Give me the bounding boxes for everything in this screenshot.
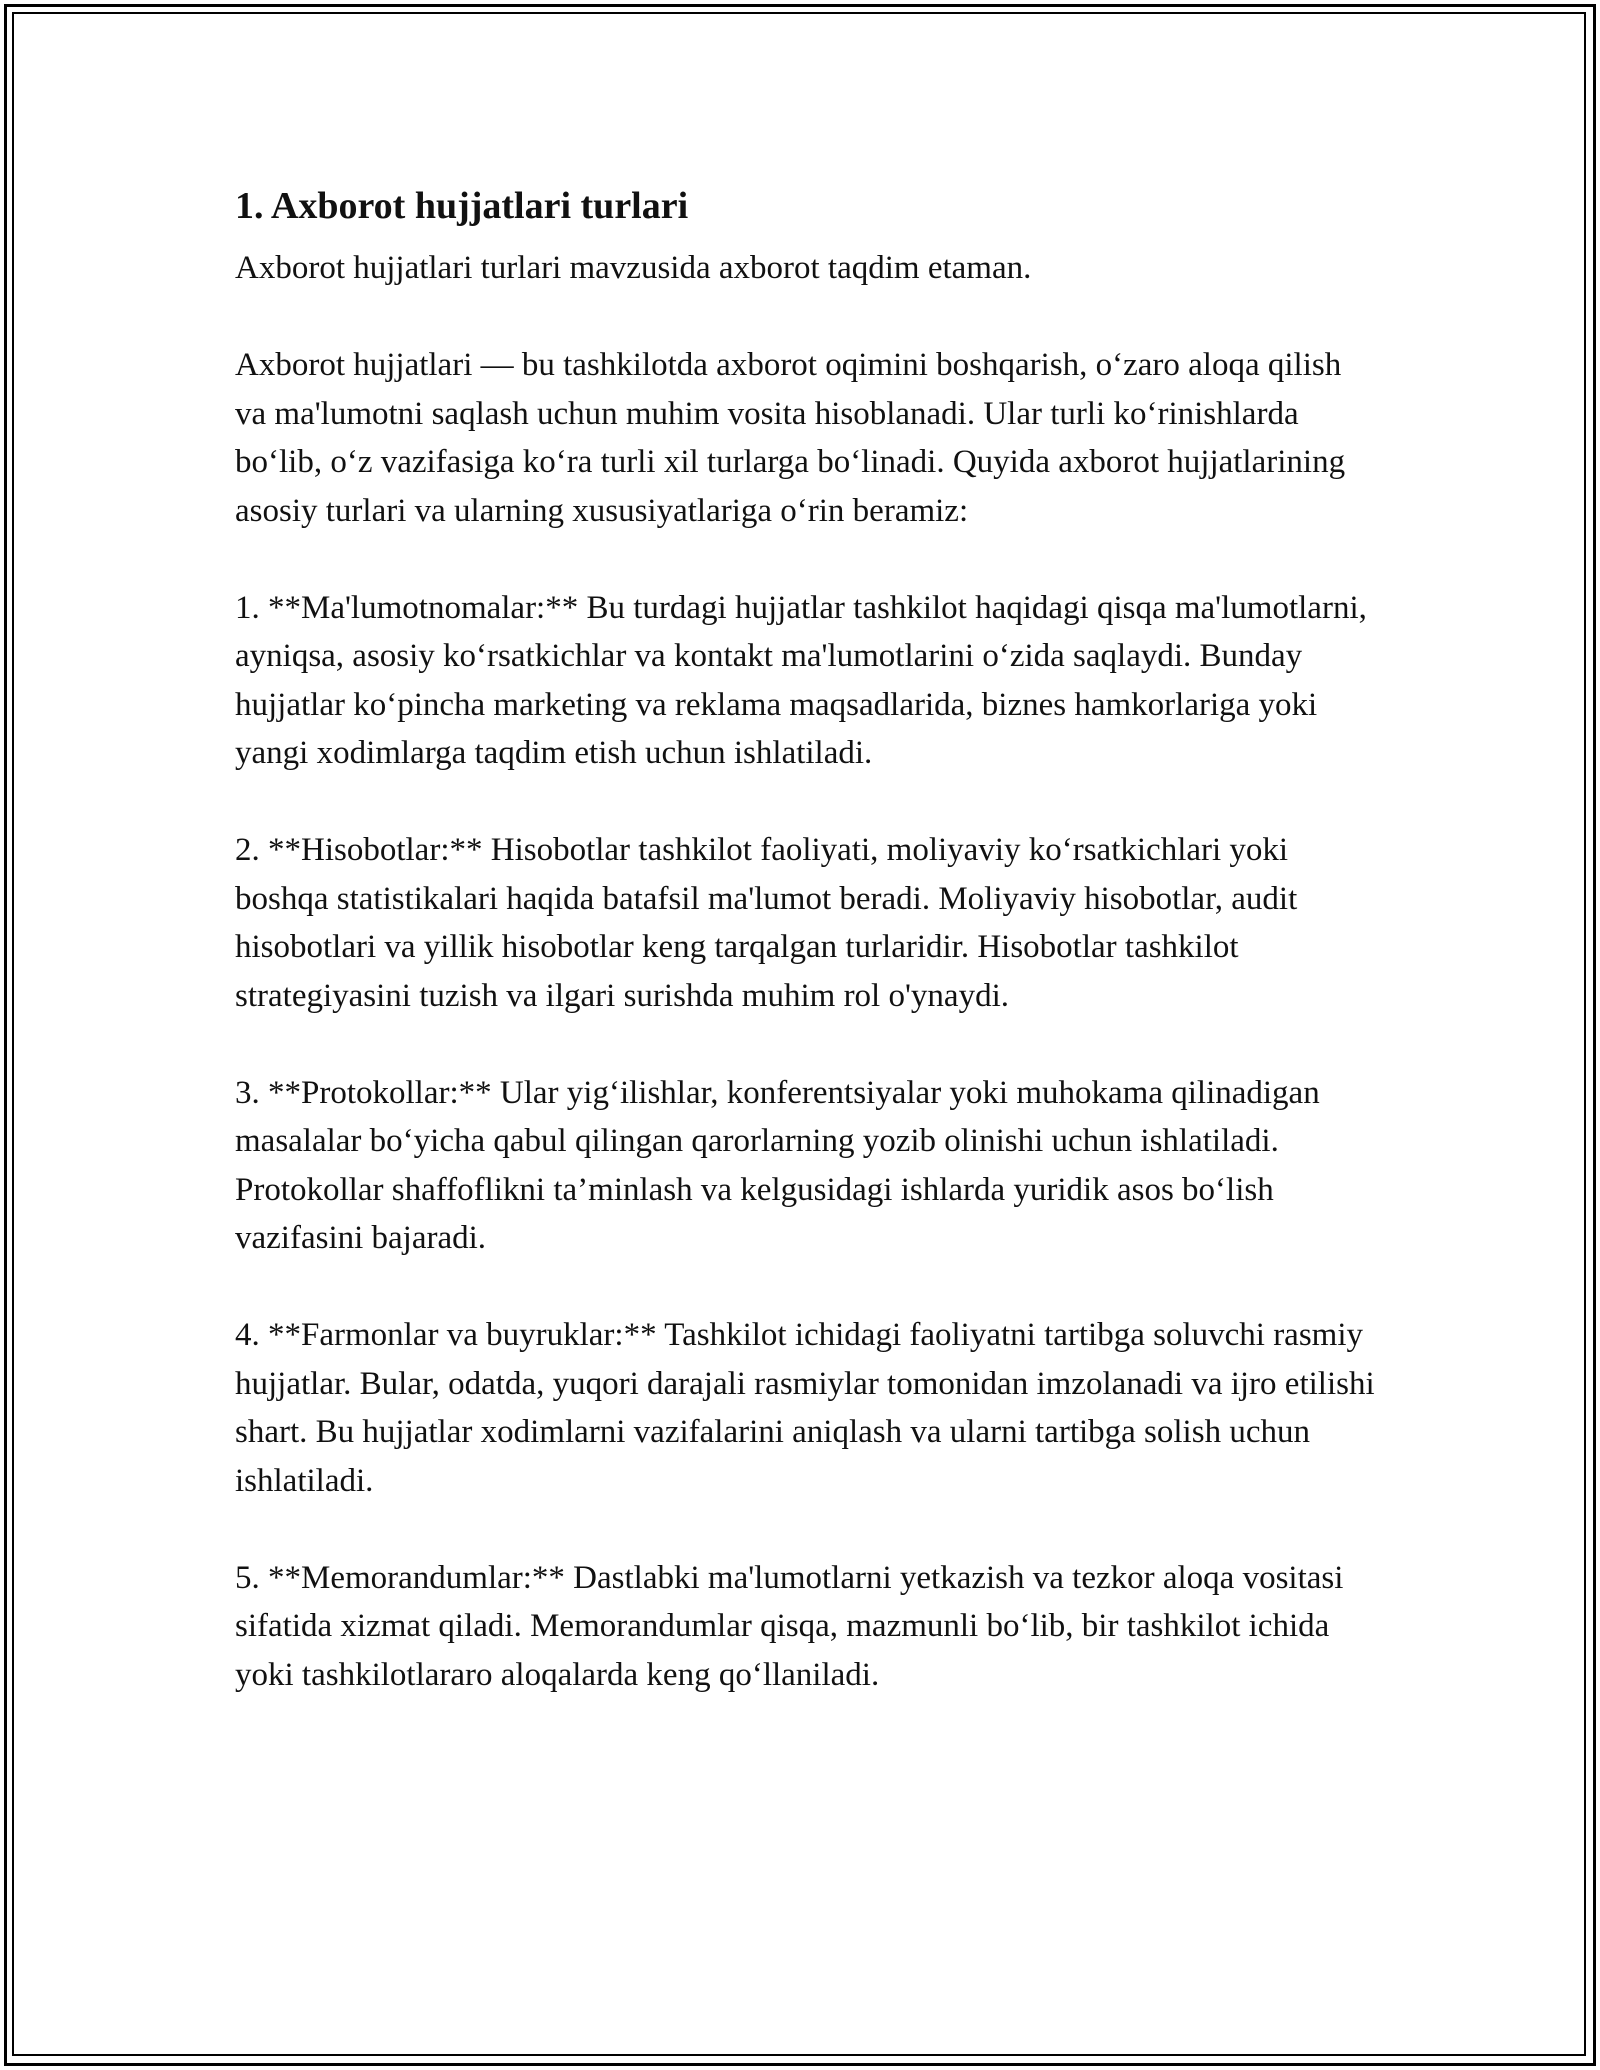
list-item-malumotnomalar: 1. **Ma'lumotnomalar:** Bu turdagi hujjatlar tashkilot haqidagi qisqa ma'lumotlarni, ayniqsa, asosiy ko‘rsatkichlar va kontakt ma'lumotlarini o‘zida saqlaydi. Bunday hujjatlar ko‘pincha marketing va reklama maqsadlarida, biznes hamkorlariga yoki yangi xodimlarga taqdim etish uchun ishlatiladi. xyxy=(235,589,1367,771)
list-item-hisobotlar: 2. **Hisobotlar:** Hisobotlar tashkilot faoliyati, moliyaviy ko‘rsatkichlari yoki boshqa statistikalari haqida batafsil ma'lumot beradi. Moliyaviy hisobotlar, audit hisobotlari va yillik hisobotlar keng tarqalgan turlaridir. Hisobotlar tashkilot strategiyasini tuzish va ilgari surishda muhim rol o'ynaydi. xyxy=(235,832,1298,1014)
document-heading: 1. Axborot hujjatlari turlari xyxy=(235,185,689,227)
intro-paragraph: Axborot hujjatlari turlari mavzusida axborot taqdim etaman. xyxy=(235,250,1032,286)
list-item-farmonlar: 4. **Farmonlar va buyruklar:** Tashkilot ichidagi faoliyatni tartibga soluvchi rasmiy hujjatlar. Bular, odatda, yuqori darajali rasmiylar tomonidan imzolanadi va ijro etilishi shart. Bu hujjatlar xodimlarni vazifalarini aniqlash va ularni tartibga solish uchun ishlatiladi. xyxy=(235,1317,1375,1499)
list-item-memorandumlar: 5. **Memorandumlar:** Dastlabki ma'lumotlarni yetkazish va tezkor aloqa vositasi sifatida xizmat qiladi. Memorandumlar qisqa, mazmunli bo‘lib, bir tashkilot ichida yoki tashkilotlararo aloqalarda keng qo‘llaniladi. xyxy=(235,1559,1344,1693)
document-body xyxy=(235,182,1375,1699)
list-item-protokollar: 3. **Protokollar:** Ular yig‘ilishlar, konferentsiyalar yoki muhokama qilinadigan masalalar bo‘yicha qabul qilingan qarorlarning yozib olinishi uchun ishlatiladi. Protokollar shaffoflikni ta’minlash va kelgusidagi ishlarda yuridik asos bo‘lish vazifasini bajaradi. xyxy=(235,1074,1320,1256)
overview-paragraph: Axborot hujjatlari — bu tashkilotda axborot oqimini boshqarish, o‘zaro aloqa qilish va ma'lumotni saqlash uchun muhim vosita hisoblanadi. Ular turli ko‘rinishlarda bo‘lib, o‘z vazifasiga ko‘ra turli xil turlarga bo‘linadi. Quyida axborot hujjatlarining asosiy turlari va ularning xususiyatlariga o‘rin beramiz: xyxy=(235,347,1346,529)
